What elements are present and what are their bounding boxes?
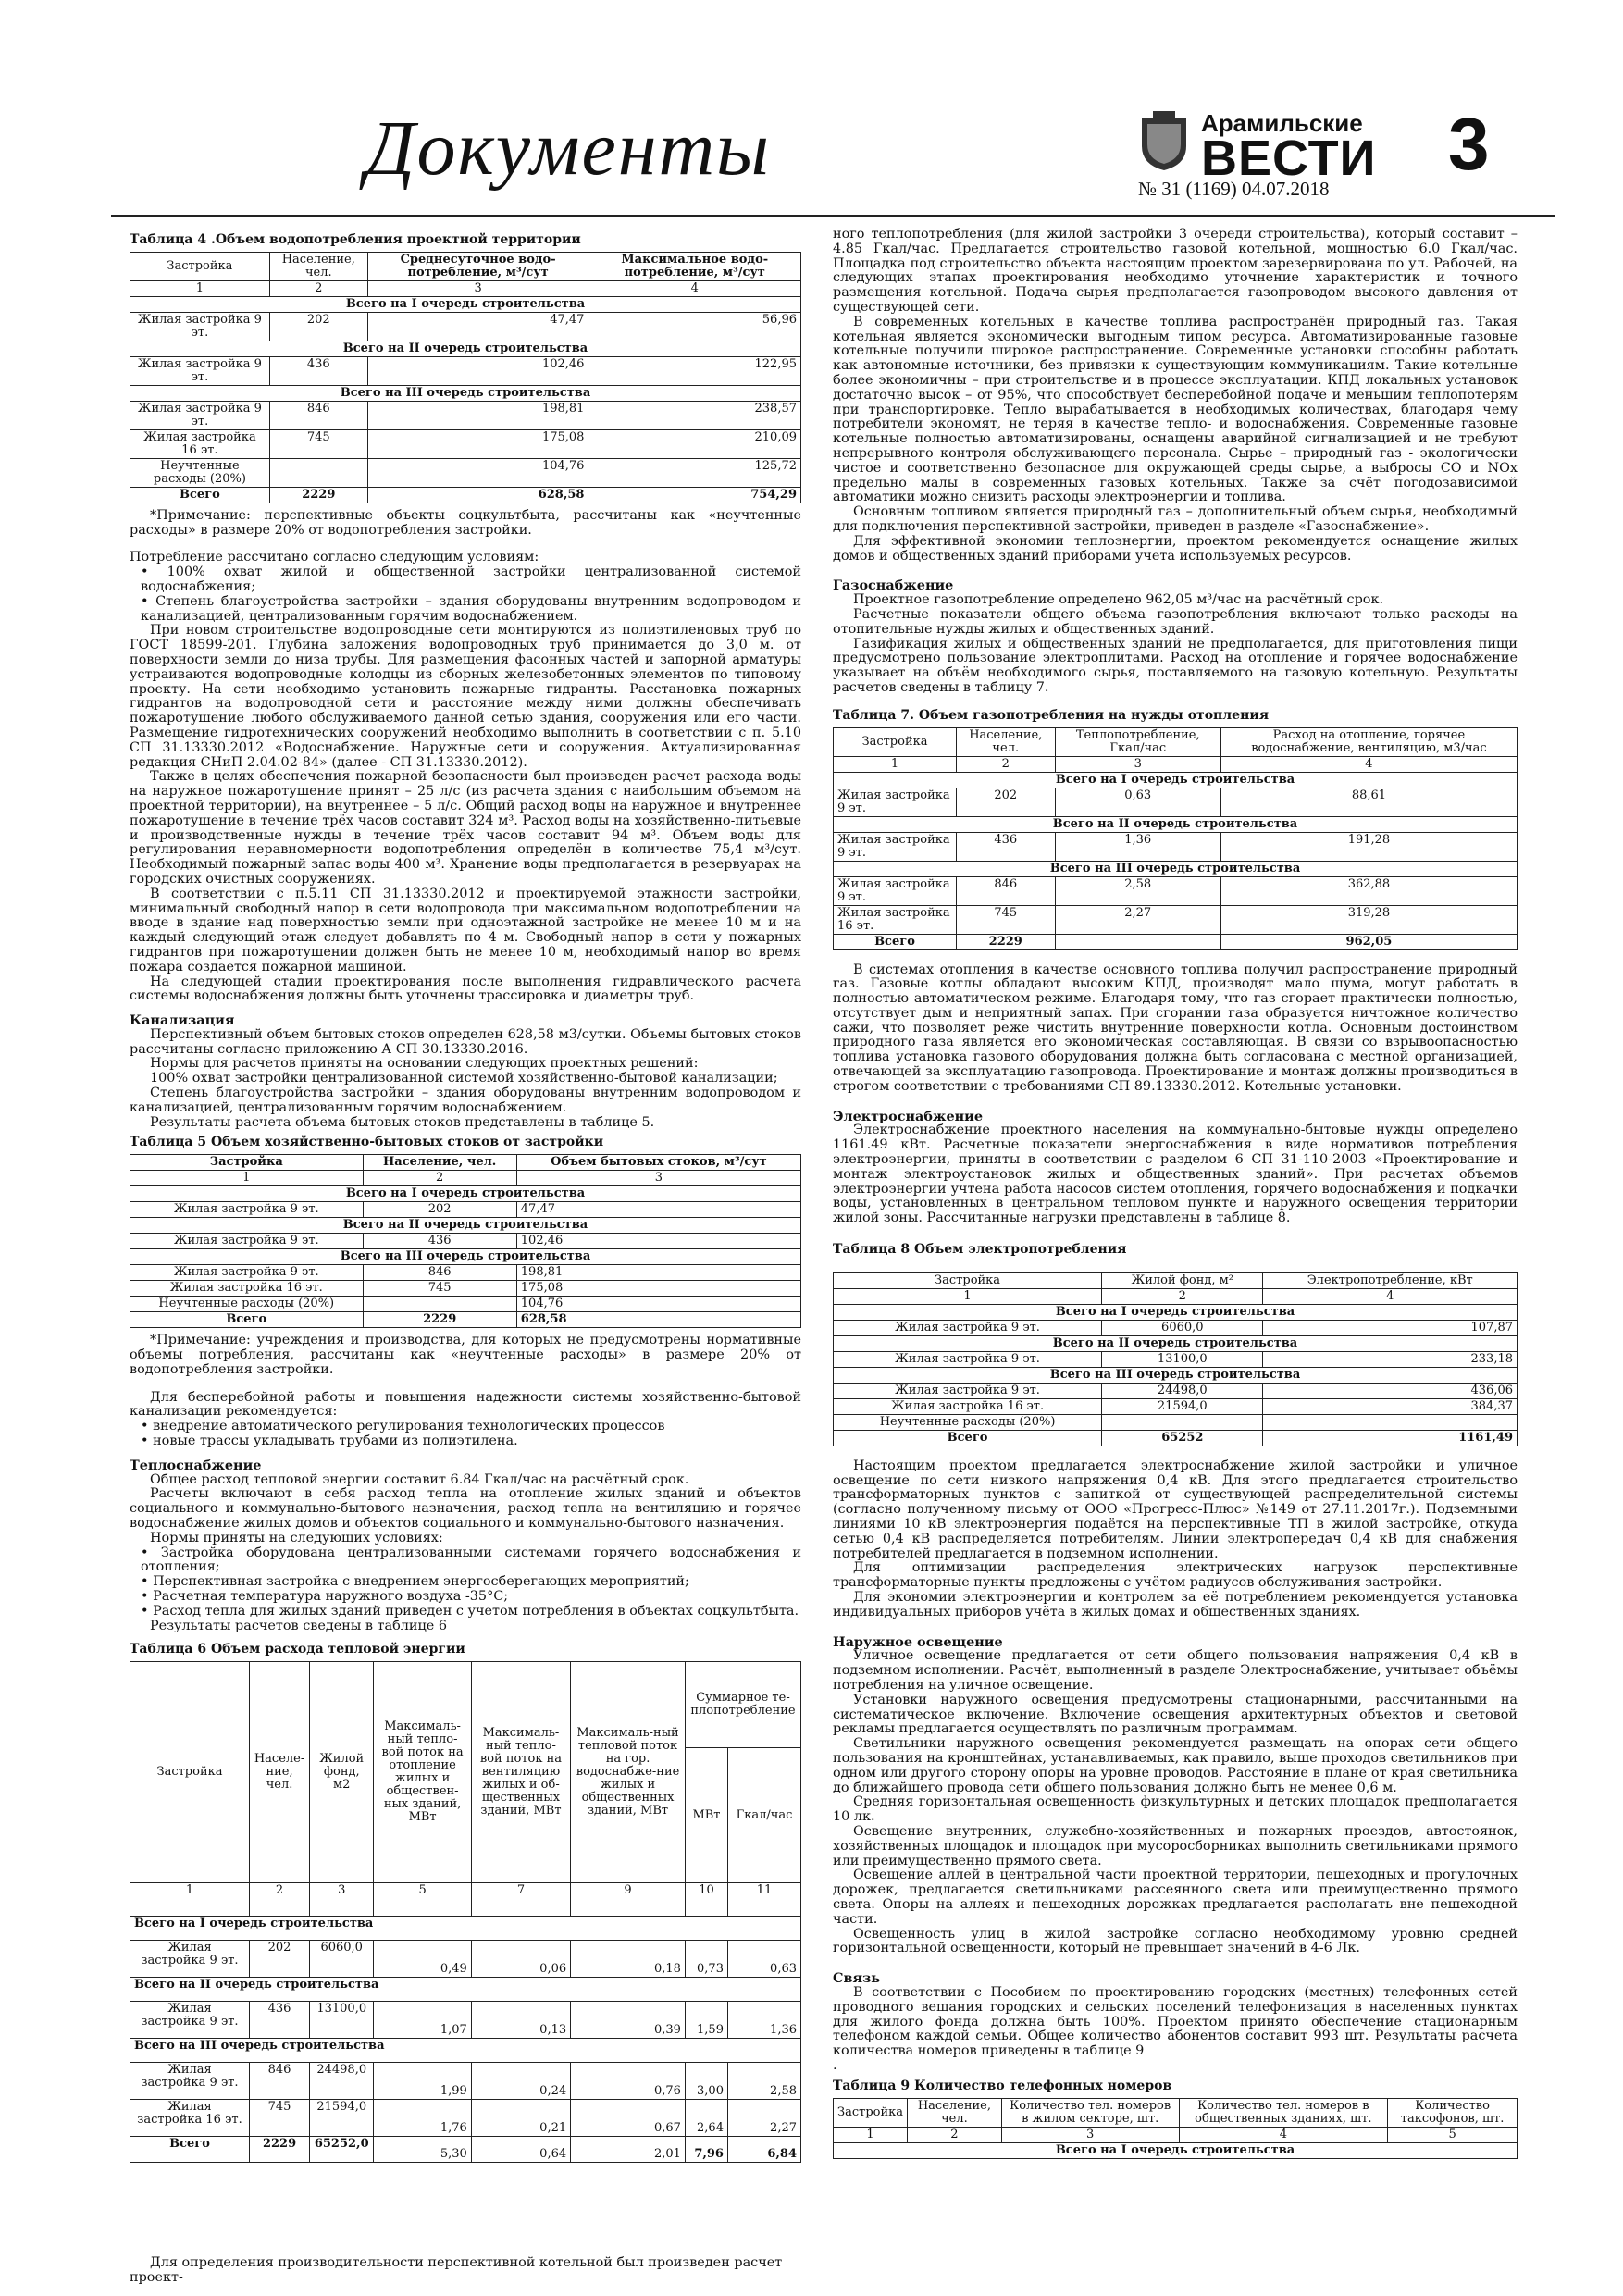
issue-number: № 31 (1169) 04.07.2018 [1138, 178, 1330, 200]
table5-caption: Таблица 5 Объем хозяйственно-бытовых стоков от застройки [130, 1135, 604, 1150]
logo-main-text: ВЕСТИ [1201, 130, 1377, 186]
section-heading: Наружное освещение [833, 1633, 1003, 1650]
table-row: Жилая застройка 9 эт. 202 47,47 [130, 1202, 801, 1218]
table-total-row: Всего 2229 65252,0 5,30 0,64 2,01 7,96 6,84 [130, 2137, 801, 2163]
section-heading: Связь [833, 1970, 881, 1987]
bullet: • Расход тепла для жилых зданий приведен с учетом потребления в объектах соцкультбыта. [141, 1603, 799, 1619]
page-number: 3 [1448, 103, 1490, 185]
bullet: • новые трассы укладывать трубами из полиэтилена. [141, 1433, 518, 1449]
bullet: • внедрение автоматического регулирования технологических процессов [141, 1419, 665, 1434]
table-total-row: Всего 2229 962,05 [834, 934, 1518, 949]
table6: Застройка Населе-ние, чел. Жилой фонд, м2 Максималь-ный тепло-вой поток на отопление жилых и обществен-ных зданий, МВт Максималь-ный тепло-вой поток на вентиляцию жилых и об-щественных зданий, МВт Максималь-ный тепловой поток на гор. водоснабже-ние жилых и общественных зданий, МВт Суммарное те-плопотребление МВт Гкал/час 1 2 3 5 7 9 10 11 Всего на I очередь строительства Жилая застройка 9 эт. 202 6060,0 0,49 0,06 0,18 0,73 0,63 Всего на II очередь строительства Жилая застройка 9 эт. 436 13100,0 1,07 0,13 0,39 1,59 1,36 Всего на III очередь строительства Жилая застройка 9 эт. 846 24498,0 1,99 0,24 0,76 3,00 2,58 Жилая застройка 16 эт. 745 21594,0 1,76 0,21 0,67 2,64 2,27 Всего 2229 65252,0 5,30 0,64 2,01 7,96 6,84 [130, 1661, 801, 2163]
section-title: Документы [365, 105, 772, 192]
right-column: ного теплопотребления (для жилой застройки 3 очереди строительства), который составит – 4.85 Гкал/час. Предлагается строительство газовой котельной, мощностью 6.0 Гкал/час. Площадка под строительство объекта настоящим проектом зарезервирована по ул. Рабочей, на следующих этапах проектирования необходимо уточнение характеристик и точного размещения котельной. Подача сырья предполагается газопроводом высокого давления от существующей сети. В современных котельных в качестве топлива распространён природный газ. Такая котельная является экономически выгодным типом ресурса. Автоматизированные газовые котельные получили широкое распространение. Современные установки способны работать как автономные источники, без привязки к существующим коммуникациям. Такие котельные более экономичны – при строительстве и в процессе эксплуатации. КПД локальных установок достаточно высок – от 95%, что способствует бесперебойной подаче и меньшим теплопотерям при транспортировке. Тепло вырабатывается в необходимых количествах, благодаря чему потребители экономят, не теряя в качестве тепло- и водоснабжения. Современные газовые котельные полностью автоматизированы, оснащены аварийной сигнализацией и не требуют непрерывного контроля обслуживающего персонала. Сырье – природный газ - экологически чистое и соответственно безопасное для окружающей среды сырье, а выбросы CO и NOx предельно малы в современных газовых котельных. Также за счёт погодозависимой автоматики можно снизить расходы электроэнергии и топлива. Основным топливом является природный газ – дополнительный объем сырья, необходимый для подключения перспективной застройки, приведен в разделе «Газоснабжение». Для эффективной экономии теплоэнергии, проектом рекомендуется оснащение жилых домов и общественных зданий приборами учета используемых ресурсов. Газоснабжение Проектное газопотребление определено 962,05 м³/час на расчётный срок. Расчетные показатели общего объема газопотребления включают только расходы на отопительные нужды жилых и общественных зданий. Газификация жилых и общественных зданий не предполагается, для приготовления пищи предусмотрено пользование электроплитами. Расход на отопление и горячее водоснабжение указывает на объём необходимого сырья, поставляемого на газовую котельную. Результаты расчетов сведены в таблицу 7. Таблица 7. Объем газопотребления на нужды отопления Застройка Население, чел. Теплопотребление, Гкал/час Расход на отопление, горячее водоснабжение, вентиляцию, м3/час 1 2 3 4 Всего на I очередь строительства Жилая застройка 9 эт. 202 0,63 88,61 Всего на II очередь строительства Жилая застройка 9 эт. 436 1,36 191,28 Всего на III очередь строительства Жилая застройка 9 эт. 846 2,58 362,88 Жилая застройка 16 эт. 745 2,27 319,28 Всего 2229 962,05 В системах отопления в качестве основного топлива получил распространение природный газ. Газовые котлы обладают высоким КПД, производят мало шума, могут работать в полностью автоматическом режиме. Благодаря тому, что газ сгорает практически полностью, отсутствует дым и неприятный запах. При сгорании газа образуется ничтожное количество сажи, что позволяет реже чистить внутренние поверхности котла. Основным достоинством природного газа является его экономическая составляющая. В связи со взрывоопасностью топлива установка газового оборудования должна быть согласована с местной организацией, отвечающей за эксплуатацию газопровода. Проектирование и монтаж должны производиться в строгом соответствии с требованиями СП 89.13330.2012. Котельные установки. Электроснабжение Электроснабжение проектного населения на коммунально-бытовые нужды определено 1161.49 кВт. Расчетные показатели энергоснабжения в виде нормативов потребления электроэнергии, приняты в соответствии с разделом 6 СП 31-110-2003 «Проектирование и монтаж электроустановок жилых и общественных зданий». При расчетах объемов электроэнергии учтена работа насосов систем отопления, горячего водоснабжения и подкачки воды, установленных в центральном тепловом пункте и наружного освещения территории жилой зоны. Рассчитанные нагрузки представлены в таблице 8. Таблица 8 Объем электропотребления Застройка Жилой фонд, м² Электропотребление, кВт 1 2 4 Всего на I очередь строительства Жилая застройка 9 эт. 6060,0 107,87 Всего на II очередь строительства Жилая застройка 9 эт. 13100,0 233,18 Всего на III очередь строительства Жилая застройка 9 эт. 24498,0 436,06 Жилая застройка 16 эт. 21594,0 384,37 Неучтенные расходы (20%) Всего 65252 1161,49 Настоящим проектом предлагается электроснабжение жилой застройки и уличное освещение по сети низкого напряжения 0,4 кВ. Для этого предлагается строительство трансформаторных пунктов с запиткой от существующей распределительной системы (согласно полученному письму от ООО «Прогресс-Плюс» №149 от 27.11.2017г.). Подземными линиями 10 кВ электроэнергия подаётся на перспективные ТП в жилой застройке, откуда сетью 0,4 кВ распределяется потребителям. Линии электропередач 0,4 кВ для снабжения потребителей предлагается в подземном исполнении. Для оптимизации распределения электрических нагрузок перспективные трансформаторные пункты предложены с учётом радиусов обслуживания застройки. Для экономии электроэнергии и контролем за её потреблением рекомендуется установка индивидуальных приборов учёта в жилых домах и общественных зданиях. Наружное освещение Уличное освещение предлагается от сети общего пользования напряжения 0,4 кВ в подземном исполнении. Расчёт, выполненный в разделе Электроснабжение, учитывает объёмы потребления на уличное освещение. Установки наружного освещения предусмотрены стационарными, рассчитанными на систематическое включение. Включение освещения архитектурных объектов и световой рекламы предлагается осуществлять по различным программам. Светильники наружного освещения рекомендуется размещать на опорах сети общего пользования на кронштейнах, устанавливаемых, как правило, выше проходов светильников при одном или другого сторону опоры на уровне проводов. Расстояние в плане от края светильника до ближайшего провода сети общего пользования должно быть не менее 0,6 м. Средняя горизонтальная освещенность физкультурных и детских площадок предполагается 10 лк. Освещение внутренних, служебно-хозяйственных и пожарных проездов, автостоянок, хозяйственных площадок и площадок при мусоросборниках выполнить светильниками прямого или преимущественно прямого света. Освещение аллей в центральной части проектной территории, пешеходных и прогулочных дорожек, предлагается светильниками рассеянного света или преимущественно прямого света. Опоры на аллеях и пешеходных дорожках предлагается располагать вне пешеходной части. Освещенность улиц в жилой застройке согласно необходимому уровню средней горизонтальной освещенности, который не превышает значений в 4-6 Лк. Связь В соответствии с Пособием по проектированию городских (местных) телефонных сетей проводного вещания городских и сельских поселений телефонизация в населенных пунктах для жилого фонда должна быть 100%. Проектом принято обеспечение стационарным телефоном каждой семьи. Общее количество абонентов составит 993 шт. Результаты расчета количества номеров приведены в таблице 9 . Таблица 9 Количество телефонных номеров Застройка Население, чел. Количество тел. номеров в жилом секторе, шт. Количество тел. номеров в общественных зданиях, шт. Количество таксофонов, шт. 1 2 3 4 5 Всего на I очередь строительства [833, 227, 1518, 2157]
header-rule [111, 215, 1555, 217]
table7-caption: Таблица 7. Объем газопотребления на нужды отопления [833, 707, 1270, 723]
section-heading: Газоснабжение [833, 577, 954, 594]
continuation-text: Для определения производительности перспективной котельной был произведен расчет проект- [130, 2255, 783, 2285]
table-row: Неучтенные расходы (20%) 104,76 [130, 1297, 801, 1312]
bullet: • Расчетная температура наружного воздуха -35°С; [141, 1589, 509, 1605]
section-heading: Канализация [130, 1012, 235, 1029]
coat-of-arms-icon [1138, 111, 1190, 172]
table-row: Жилая застройка 9 эт. 846 24498,0 1,99 0,24 0,76 3,00 2,58 [130, 2063, 801, 2100]
table-row: Жилая застройка 9 эт. 202 6060,0 0,49 0,06 0,18 0,73 0,63 [130, 1941, 801, 1978]
bullet: • Степень благоустройства застройки – здания оборудованы внутренним водопроводом и канализацией, централизованным горячим водоснабжением. [141, 593, 801, 624]
section-heading: Теплоснабжение [130, 1457, 262, 1473]
table4: Застройка Население, чел. Среднесуточное водо-потребление, м³/сут Максимальное водо-потребление, м³/сут 1 2 3 4 Всего на I очередь строительства Жилая застройка 9 эт. 202 47,47 56,96 Всего на II очередь строительства Жилая застройка 9 эт. 436 102,46 122,95 Всего на III очередь строительства Жилая застройка 9 эт. 846 198,81 238,57 Жилая застройка 16 эт. 745 175,08 210,09 Неучтенные расходы (20%) 104,76 125,72 Всего 2229 628,58 754,29 [130, 252, 801, 503]
logo-top-text: Арамильские [1201, 109, 1363, 137]
newspaper-logo [1138, 109, 1377, 186]
table6-caption: Таблица 6 Объем расхода тепловой энергии [130, 1642, 465, 1657]
section-heading: Электроснабжение [833, 1108, 983, 1124]
table-row: Жилая застройка 16 эт. 745 2,27 319,28 [834, 905, 1518, 934]
table-row: Жилая застройка 9 эт. 24498,0 436,06 [834, 1383, 1518, 1398]
table-row: Неучтенные расходы (20%) 104,76 125,72 [130, 458, 801, 487]
table8-caption: Таблица 8 Объем электропотребления [833, 1242, 1127, 1258]
table-row: Жилая застройка 9 эт. 436 102,46 [130, 1234, 801, 1249]
table-total-row: Всего 2229 628,58 754,29 [130, 487, 801, 503]
table-row: Жилая застройка 16 эт. 745 175,08 210,09 [130, 429, 801, 458]
table9-caption: Таблица 9 Количество телефонных номеров [833, 2078, 1172, 2093]
table-row: Жилая застройка 16 эт. 745 175,08 [130, 1281, 801, 1297]
table9: Застройка Население, чел. Количество тел. номеров в жилом секторе, шт. Количество тел. номеров в общественных зданиях, шт. Количество таксофонов, шт. 1 2 3 4 5 Всего на I очередь строительства [833, 2098, 1518, 2159]
table-row: Жилая застройка 9 эт. 436 1,36 191,28 [834, 832, 1518, 861]
table-row: Жилая застройка 9 эт. 846 198,81 [130, 1265, 801, 1281]
table7: Застройка Население, чел. Теплопотребление, Гкал/час Расход на отопление, горячее водоснабжение, вентиляцию, м3/час 1 2 3 4 Всего на I очередь строительства Жилая застройка 9 эт. 202 0,63 88,61 Всего на II очередь строительства Жилая застройка 9 эт. 436 1,36 191,28 Всего на III очередь строительства Жилая застройка 9 эт. 846 2,58 362,88 Жилая застройка 16 эт. 745 2,27 319,28 Всего 2229 962,05 [833, 727, 1518, 950]
table5: Застройка Население, чел. Объем бытовых стоков, м³/сут 1 2 3 Всего на I очередь строительства Жилая застройка 9 эт. 202 47,47 Всего на II очередь строительства Жилая застройка 9 эт. 436 102,46 Всего на III очередь строительства Жилая застройка 9 эт. 846 198,81 Жилая застройка 16 эт. 745 175,08 Неучтенные расходы (20%) 104,76 Всего 2229 628,58 [130, 1154, 801, 1328]
table-total-row: Всего 65252 1161,49 [834, 1430, 1518, 1446]
bullet: • Застройка оборудована централизованными системами горячего водоснабжения и отопления; [141, 1545, 801, 1575]
bullet: • 100% охват жилой и общественной застройки централизованной системой водоснабжения; [141, 565, 801, 594]
table8: Застройка Жилой фонд, м² Электропотребление, кВт 1 2 4 Всего на I очередь строительства Жилая застройка 9 эт. 6060,0 107,87 Всего на II очередь строительства Жилая застройка 9 эт. 13100,0 233,18 Всего на III очередь строительства Жилая застройка 9 эт. 24498,0 436,06 Жилая застройка 16 эт. 21594,0 384,37 Неучтенные расходы (20%) Всего 65252 1161,49 [833, 1272, 1518, 1446]
table-row: Жилая застройка 9 эт. 6060,0 107,87 [834, 1320, 1518, 1335]
table-row: Жилая застройка 9 эт. 202 47,47 56,96 [130, 312, 801, 341]
table-row: Жилая застройка 16 эт. 745 21594,0 1,76 0,21 0,67 2,64 2,27 [130, 2100, 801, 2137]
bullet: • Перспективная застройка с внедрением энергосберегающих мероприятий; [141, 1574, 689, 1590]
table-row: Жилая застройка 9 эт. 846 2,58 362,88 [834, 876, 1518, 905]
table-total-row: Всего 2229 628,58 [130, 1312, 801, 1328]
table-row: Жилая застройка 16 эт. 21594,0 384,37 [834, 1398, 1518, 1414]
table-row: Жилая застройка 9 эт. 436 102,46 122,95 [130, 356, 801, 385]
table-row: Жилая застройка 9 эт. 846 198,81 238,57 [130, 401, 801, 429]
table-row: Жилая застройка 9 эт. 436 13100,0 1,07 0,13 0,39 1,59 1,36 [130, 2002, 801, 2039]
note: *Примечание: учреждения и производства, для которых не предусмотрены нормативные объемы потребления, рассчитаны как «неучтенные расходы» в размере 20% от водопотребления застройки. [130, 1333, 801, 1377]
table-row: Жилая застройка 9 эт. 13100,0 233,18 [834, 1351, 1518, 1367]
left-column: Таблица 4 .Объем водопотребления проектной территории Застройка Население, чел. Среднесуточное водо-потребление, м³/сут Максимальное водо-потребление, м³/сут 1 2 3 4 Всего на I очередь строительства Жилая застройка 9 эт. 202 47,47 56,96 Всего на II очередь строительства Жилая застройка 9 эт. 436 102,46 122,95 Всего на III очередь строительства Жилая застройка 9 эт. 846 198,81 238,57 Жилая застройка 16 эт. 745 175,08 210,09 Неучтенные расходы (20%) 104,76 125,72 Всего 2229 628,58 754,29 *Примечание: перспективные объекты соцкультбыта, рассчитаны как «неучтенные расходы» в размере 20% от водопотребления застройки. Потребление рассчитано согласно следующим условиям: • 100% охват жилой и общественной застройки централизованной системой водоснабжения; • Степень благоустройства застройки – здания оборудованы внутренним водопроводом и канализацией, централизованным горячим водоснабжением. При новом строительстве водопроводные сети монтируются из полиэтиленовых труб по ГОСТ 18599-201. Глубина заложения водопроводных труб принимается до 3,0 м. от поверхности земли до низа трубы. Для размещения фасонных частей и запорной арматуры устраиваются водопроводные колодцы из сборных железобетонных элементов по типовому проекту. На сети необходимо установить пожарные гидранты. Расстановка пожарных гидрантов на водопроводной сети и расстояние между ними должны обеспечивать пожаротушение любого обслуживаемого данной сетью здания, сооружения или его части. Размещение гидротехнических сооружений необходимо выполнить в соответствии с п. 5.10 СП 31.13330.2012 «Водоснабжение. Наружные сети и сооружения. Актуализированная редакция СНиП 2.04.02-84» (далее - СП 31.13330.2012). Также в целях обеспечения пожарной безопасности был произведен расчет расхода воды на наружное пожаротушение принят – 25 л/с (из расчета здания с наибольшим объемом на проектной территории), на внутреннее – 5 л/с. Общий расход воды на наружное и внутреннее пожаротушение в течение трёх часов составит 324 м³. Расход воды на хозяйственно-питьевые и производственные нужды в течение трёх часов составит 94 м³. Объем воды для регулирования неравномерности водопотребления определён в количестве 75,4 м³/сут. Необходимый пожарный запас воды 400 м³. Хранение воды предполагается в резервуарах на городских очистных сооружениях. В соответствии с п.5.11 СП 31.13330.2012 и проектируемой этажности застройки, минимальный свободный напор в сети водопровода при максимальном водопотреблении на вводе в здание над поверхностью земли при одноэтажной застройке не менее 10 м и на каждый следующий этаж следует добавлять по 4 м. Свободный напор в сети у пожарных гидрантов при пожаротушении должен быть не менее 10 м, необходимый напор во время пожара создается пожарной машиной. На следующей стадии проектирования после выполнения гидравлического расчета системы водоснабжения должны быть уточнены трассировка и диаметры труб. Канализация Перспективный объем бытовых стоков определен 628,58 м3/сутки. Объемы бытовых стоков рассчитаны согласно приложению А СП 30.13330.2016. Нормы для расчетов приняты на основании следующих проектных решений: 100% охват застройки централизованной системой хозяйственно-бытовой канализации; Степень благоустройства застройки – здания оборудованы внутренним водопроводом и канализацией, централизованным горячим водоснабжением. Результаты расчета объема бытовых стоков представлены в таблице 5. Таблица 5 Объем хозяйственно-бытовых стоков от застройки Застройка Население, чел. Объем бытовых стоков, м³/сут 1 2 3 Всего на I очередь строительства Жилая застройка 9 эт. 202 47,47 Всего на II очередь строительства Жилая застройка 9 эт. 436 102,46 Всего на III очередь строительства Жилая застройка 9 эт. 846 198,81 Жилая застройка 16 эт. 745 175,08 Неучтенные расходы (20%) 104,76 Всего 2229 628,58 *Примечание: учреждения и производства, для которых не предусмотрены нормативные объемы потребления, рассчитаны как «неучтенные расходы» в размере 20% от водопотребления застройки. Для бесперебойной работы и повышения надежности системы хозяйственно-бытовой канализации рекомендуется: • внедрение автоматического регулирования технологических процессов • новые трассы укладывать трубами из полиэтилена. Теплоснабжение Общее расход тепловой энергии составит 6.84 Гкал/час на расчётный срок. Расчеты включают в себя расход тепла на отопление жилых зданий и объектов социального и коммунально-бытового назначения, расход тепла на вентиляцию и горячее водоснабжение жилых домов и объектов социального и коммунально-бытового назначения. Нормы приняты на следующих условиях: • Застройка оборудована централизованными системами горячего водоснабжения и отопления; • Перспективная застройка с внедрением энергосберегающих мероприятий; • Расчетная температура наружного воздуха -35°С; • Расход тепла для жилых зданий приведен с учетом потребления в объектах соцкультбыта. Результаты расчетов сведены в таблице 6 Таблица 6 Объем расхода тепловой энергии Застройка Населе-ние, чел. Жилой фонд, м2 Максималь-ный тепло-вой поток на отопление жилых и обществен-ных зданий, МВт Максималь-ный тепло-вой поток на вентиляцию жилых и об-щественных зданий, МВт Максималь-ный тепловой поток на гор. водоснабже-ние жилых и общественных зданий, МВт Суммарное те-плопотребление МВт Гкал/час 1 2 3 5 7 9 10 11 Всего на I очередь строительства Жилая застройка 9 эт. 202 6060,0 0,49 0,06 0,18 0,73 0,63 Всего на II очередь строительства Жилая застройка 9 эт. 436 13100,0 1,07 0,13 0,39 1,59 1,36 Всего на III очередь строительства Жилая застройка 9 эт. 846 24498,0 1,99 0,24 0,76 3,00 2,58 Жилая застройка 16 эт. 745 21594,0 1,76 0,21 0,67 2,64 2,27 Всего 2229 65252,0 5,30 0,64 2,01 7,96 6,84 [130, 232, 801, 2162]
note: *Примечание: перспективные объекты соцкультбыта, рассчитаны как «неучтенные расходы» в размере 20% от водопотребления застройки. [130, 507, 801, 538]
table-row: Жилая застройка 9 эт. 202 0,63 88,61 [834, 788, 1518, 816]
table-row: Неучтенные расходы (20%) [834, 1414, 1518, 1430]
table4-caption: Таблица 4 .Объем водопотребления проектной территории [130, 232, 581, 247]
